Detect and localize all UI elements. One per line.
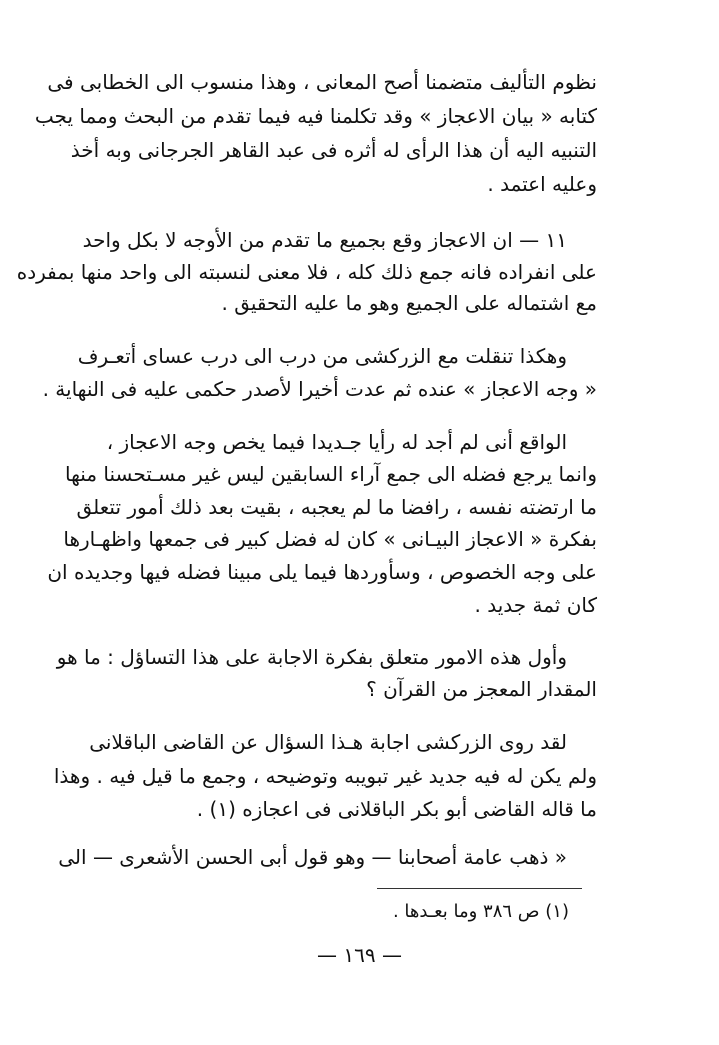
text-line: وهكذا تنقلت مع الزركشى من درب الى درب عساى أتعـرف [77, 344, 567, 368]
text-line: « وجه الاعجاز » عنده ثم عدت أخيرا لأصدر حكمى عليه فى النهاية . [42, 377, 597, 401]
text-line: كان ثمة جديد . [474, 593, 597, 617]
text-line: « ذهب عامة أصحابنا — وهو قول أبى الحسن الأشعرى — الى [58, 845, 567, 869]
text-line: ما ارتضته نفسه ، رافضا ما لم يعجبه ، بقيت بعد ذلك أمور تتعلق [76, 495, 597, 519]
text-line: وأول هذه الامور متعلق بفكرة الاجابة على هذا التساؤل : ما هو [56, 645, 567, 669]
text-line: مع اشتماله على الجميع وهو ما عليه التحقيق . [221, 291, 597, 315]
text-line: ما قاله القاضى أبو بكر الباقلانى فى اعجازه (١) . [196, 797, 597, 821]
text-line: الواقع أنى لم أجد له رأيا جـديدا فيما يخص وجه الاعجاز ، [106, 430, 567, 454]
footnote: (١) ص ٣٨٦ وما بعـدها . [392, 901, 569, 922]
text-line: وانما يرجع فضله الى جمع آراء السابقين ليس غير مسـتحسنا منها [64, 462, 597, 486]
text-line: نظوم التأليف متضمنا أصح المعانى ، وهذا منسوب الى الخطابى فى [47, 70, 597, 94]
text-line: بفكرة « الاعجاز البيـانى » كان له فضل كبير فى جمعها واظهـارها [63, 527, 597, 551]
text-line: كتابه « بيان الاعجاز » وقد تكلمنا فيه فيما تقدم من البحث ومما يجب [34, 104, 597, 128]
text-line: المقدار المعجز من القرآن ؟ [366, 677, 597, 701]
text-line: لقد روى الزركشى اجابة هـذا السؤال عن القاضى الباقلانى [89, 730, 567, 754]
text-line: وعليه اعتمد . [487, 172, 597, 196]
text-line: على انفراده فانه جمع ذلك كله ، فلا معنى لنسبته الى واحد منها بمفرده [16, 260, 597, 284]
text-line: على وجه الخصوص ، وسأوردها فيما يلى مبينا فضله فيها وجديده ان [47, 560, 597, 584]
page-number: — ١٦٩ — [317, 943, 402, 967]
text-line: التنبيه اليه أن هذا الرأى له أثره فى عبد القاهر الجرجانى وبه أخذ [70, 138, 597, 162]
text-line: ولم يكن له فيه جديد غير تبويبه وتوضيحه ، وجمع ما قيل فيه . وهذا [53, 764, 597, 788]
footnote-divider [377, 888, 582, 889]
text-line: ١١ — ان الاعجاز وقع بجميع ما تقدم من الأوجه لا بكل واحد [82, 228, 567, 252]
